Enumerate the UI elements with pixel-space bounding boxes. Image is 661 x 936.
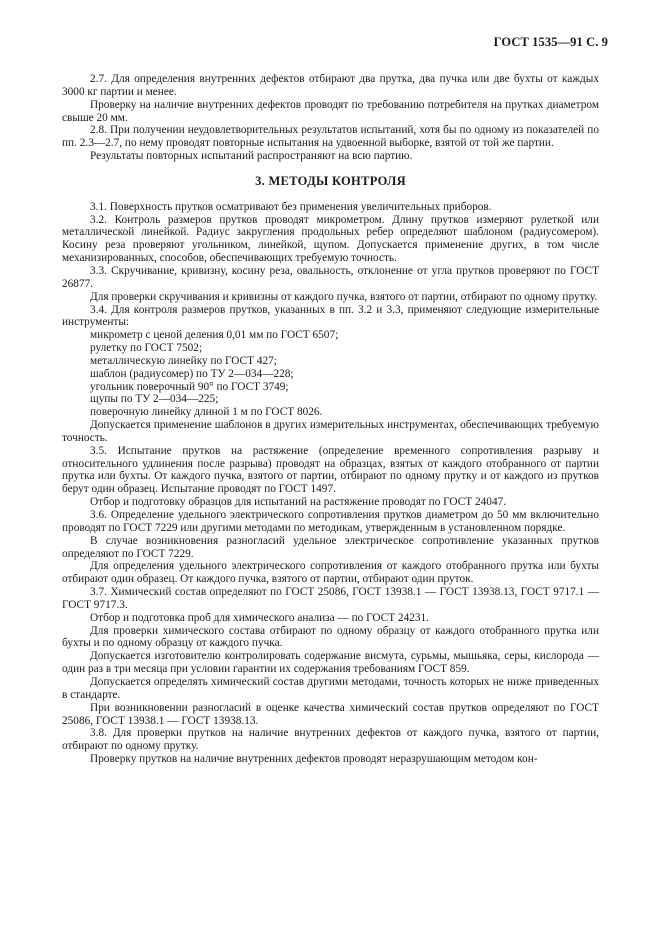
- instrument-list-item: поверочную линейку длиной 1 м по ГОСТ 8026.: [90, 406, 323, 419]
- section-2-continuation: [62, 73, 599, 163]
- paragraph-3-3: 3.3. Скручивание, кривизну, косину реза, овальность, отклонение от угла прутков проверяют по ГОСТ 26877.: [62, 264, 599, 290]
- running-header: ГОСТ 1535—91 С. 9: [493, 35, 608, 49]
- paragraph-internal-defects-request: Проверку на наличие внутренних дефектов проводят по требованию потребителя на прутках диаметром свыше 20 мм.: [62, 98, 599, 124]
- paragraph-2-8: 2.8. При получении неудовлетворительных результатов испытаний, хотя бы по одному из показателей по пп. 2.3—2.7, по нему проводят повторные испытания на удвоенной выборке, взятой от той же партии.: [62, 124, 599, 150]
- instrument-list-item: микрометр с ценой деления 0,01 мм по ГОСТ 6507;: [90, 329, 339, 342]
- section-3-heading: 3. МЕТОДЫ КОНТРОЛЯ: [255, 173, 406, 188]
- paragraph-3-8: 3.8. Для проверки прутков на наличие внутренних дефектов от каждого пучка, взятого от партии, отбирают по одному прутку.: [62, 727, 599, 753]
- instrument-list: [62, 329, 599, 419]
- paragraph-resistivity-dispute: В случае возникновения разногласий удельное электрическое сопротивление указанных прутков определяют по ГОСТ 7229.: [62, 534, 599, 560]
- instrument-list-item: щупы по ТУ 2—034—225;: [90, 393, 219, 406]
- paragraph-repeat-results: Результаты повторных испытаний распространяют на всю партию.: [90, 150, 413, 163]
- paragraph-chem-dispute: При возникновении разногласий в оценке качества химический состав прутков определяют по ГОСТ 25086, ГОСТ 13938.1 — ГОСТ 13938.13.: [62, 701, 599, 727]
- paragraph-2-7: 2.7. Для определения внутренних дефектов отбирают два прутка, два пучка или две бухты от каждых 3000 кг партии и менее.: [62, 73, 599, 98]
- paragraph-3-2: 3.2. Контроль размеров прутков проводят микрометром. Длину прутков измеряют рулеткой или металлической линейкой. Радиус закругления продольных ребер определяют шаблоном (радиусомером). Косину реза проверяют угольником, линейкой, щупом. Допускается применение других, в том числе механизированных, способов, обеспечивающих требуемую точность.: [62, 213, 599, 265]
- paragraph-templates-allowed: Допускается применение шаблонов в других измерительных инструментах, обеспечивающих требуемую точность.: [62, 419, 599, 444]
- paragraph-tensile-samples: Отбор и подготовку образцов для испытаний на растяжение проводят по ГОСТ 24047.: [90, 496, 507, 509]
- instrument-list-item: металлическую линейку по ГОСТ 427;: [90, 354, 277, 367]
- paragraph-nondestructive-check: Проверку прутков на наличие внутренних дефектов проводят неразрушающим методом кон-: [90, 753, 538, 766]
- instrument-list-item: угольник поверочный 90° по ГОСТ 3749;: [90, 380, 289, 393]
- paragraph-3-4: 3.4. Для контроля размеров прутков, указанных в пп. 3.2 и 3.3, применяют следующие измерительные инструменты:: [62, 303, 599, 329]
- section-3-body: [62, 201, 599, 766]
- page-body: [62, 73, 599, 766]
- instrument-list-item: рулетку по ГОСТ 7502;: [90, 342, 203, 355]
- paragraph-sample-prep: Отбор и подготовка проб для химического анализа — по ГОСТ 24231.: [90, 611, 429, 624]
- instrument-list-item: шаблон (радиусомер) по ТУ 2—034—228;: [90, 367, 294, 380]
- paragraph-twist-check: Для проверки скручивания и кривизны от каждого пучка, взятого от партии, отбирают по одному прутку.: [90, 290, 598, 303]
- paragraph-impurity-control: Допускается изготовителю контролировать содержание висмута, сурьмы, мышьяка, серы, кислорода — один раз в три месяца при условии гарантии их содержания требованиям ГОСТ 859.: [62, 650, 599, 676]
- paragraph-chem-sampling: Для проверки химического состава отбирают по одному образцу от каждого отобранного прутка или бухты и по одному образцу от каждого пучка.: [62, 624, 599, 650]
- paragraph-3-1: 3.1. Поверхность прутков осматривают без применения увеличительных приборов.: [90, 200, 492, 213]
- paragraph-3-5: 3.5. Испытание прутков на растяжение (определение временного сопротивления разрыву и относительного удлинения после разрыва) проводят на образцах, взятых от каждого отобранного от партии прутка или бухты. От каждого пучка, взятого от партии, отбирают по одному прутку и от каждого из прутков берут один образец. Испытание проводят по ГОСТ 1497.: [62, 444, 599, 496]
- paragraph-resistivity-sampling: Для определения удельного электрического сопротивления от каждого отобранного прутка или бухты отбирают один образец. От каждого пучка, взятого от партии, отбирают один пруток.: [62, 560, 599, 586]
- paragraph-other-methods: Допускается определять химический состав другими методами, точность которых не ниже приведенных в стандарте.: [62, 675, 599, 701]
- paragraph-3-7: 3.7. Химический состав определяют по ГОСТ 25086, ГОСТ 13938.1 — ГОСТ 13938.13, ГОСТ 9717.1 — ГОСТ 9717.3.: [62, 586, 599, 611]
- paragraph-3-6: 3.6. Определение удельного электрического сопротивления прутков диаметром до 50 мм включительно проводят по ГОСТ 7229 или другими методами по методикам, утвержденным в установленном порядке.: [62, 509, 599, 534]
